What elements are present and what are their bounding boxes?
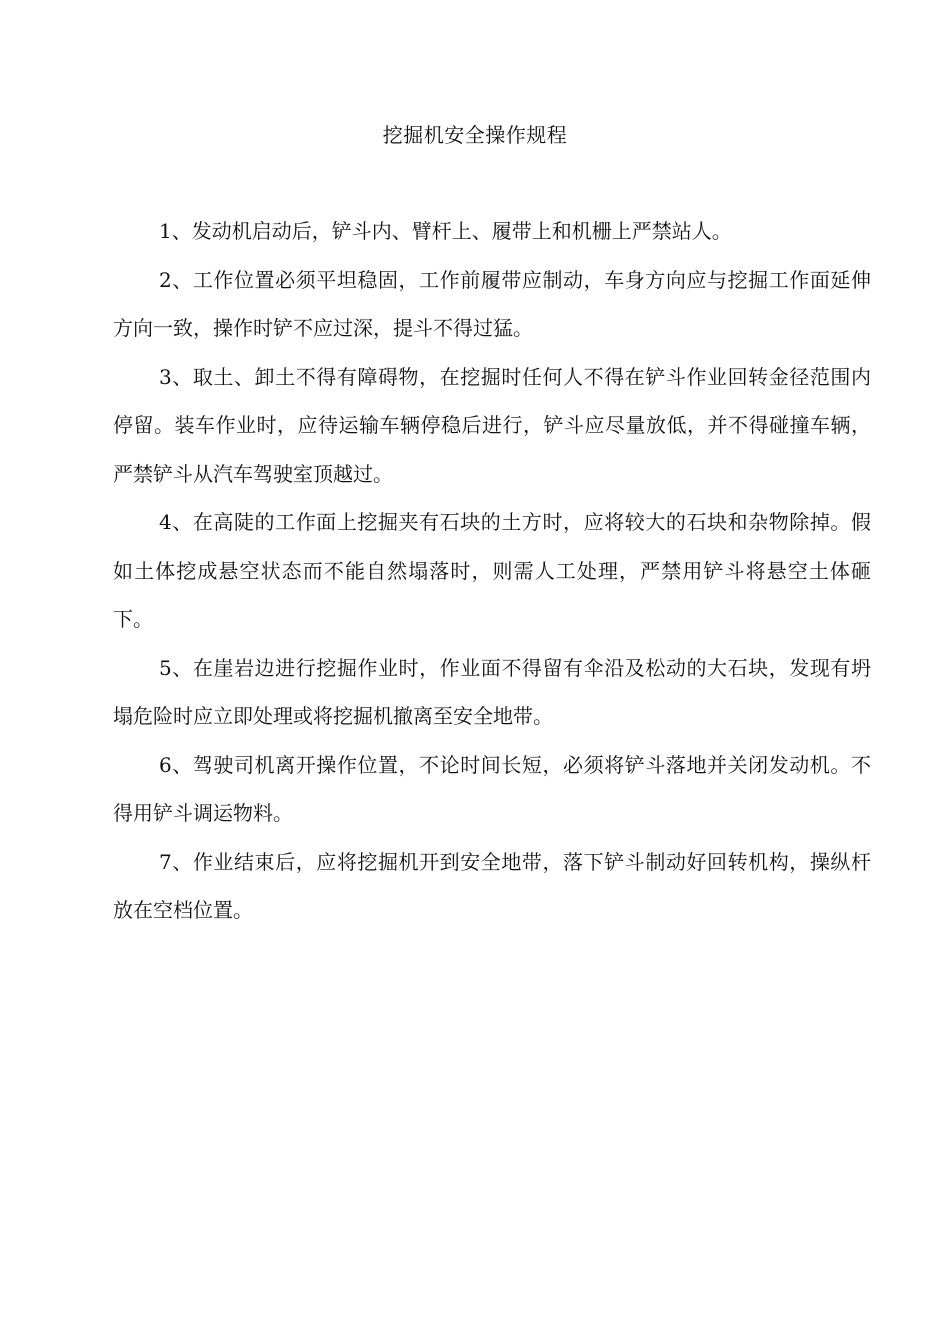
paragraph-3: 3、取土、卸土不得有障碍物，在挖掘时任何人不得在铲斗作业回转金径范围内停留。装车作业时，应待运输车辆停稳后进行，铲斗应尽量放低，并不得碰撞车辆，严禁铲斗从汽车驾驶室顶越过。 [113, 364, 871, 486]
paragraph-6: 6、驾驶司机离开操作位置，不论时间长短，必须将铲斗落地并关闭发动机。不得用铲斗调运物料。 [113, 752, 871, 825]
paragraph-1: 1、发动机启动后，铲斗内、臂杆上、履带上和机栅上严禁站人。 [159, 219, 732, 243]
paragraph-5: 5、在崖岩边进行挖掘作业时，作业面不得留有伞沿及松动的大石块，发现有坍塌危险时应立即处理或将挖掘机撤离至安全地带。 [113, 655, 871, 728]
document-body [113, 207, 871, 935]
document-title: 挖掘机安全操作规程 [382, 123, 568, 147]
paragraph-2: 2、工作位置必须平坦稳固，工作前履带应制动，车身方向应与挖掘工作面延伸方向一致，操作时铲不应过深，提斗不得过猛。 [113, 267, 871, 340]
paragraph-4: 4、在高陡的工作面上挖掘夹有石块的土方时，应将较大的石块和杂物除掉。假如土体挖成悬空状态而不能自然塌落时，则需人工处理，严禁用铲斗将悬空土体砸下。 [113, 510, 871, 631]
paragraph-7: 7、作业结束后，应将挖掘机开到安全地带，落下铲斗制动好回转机构，操纵杆放在空档位置。 [113, 849, 871, 922]
